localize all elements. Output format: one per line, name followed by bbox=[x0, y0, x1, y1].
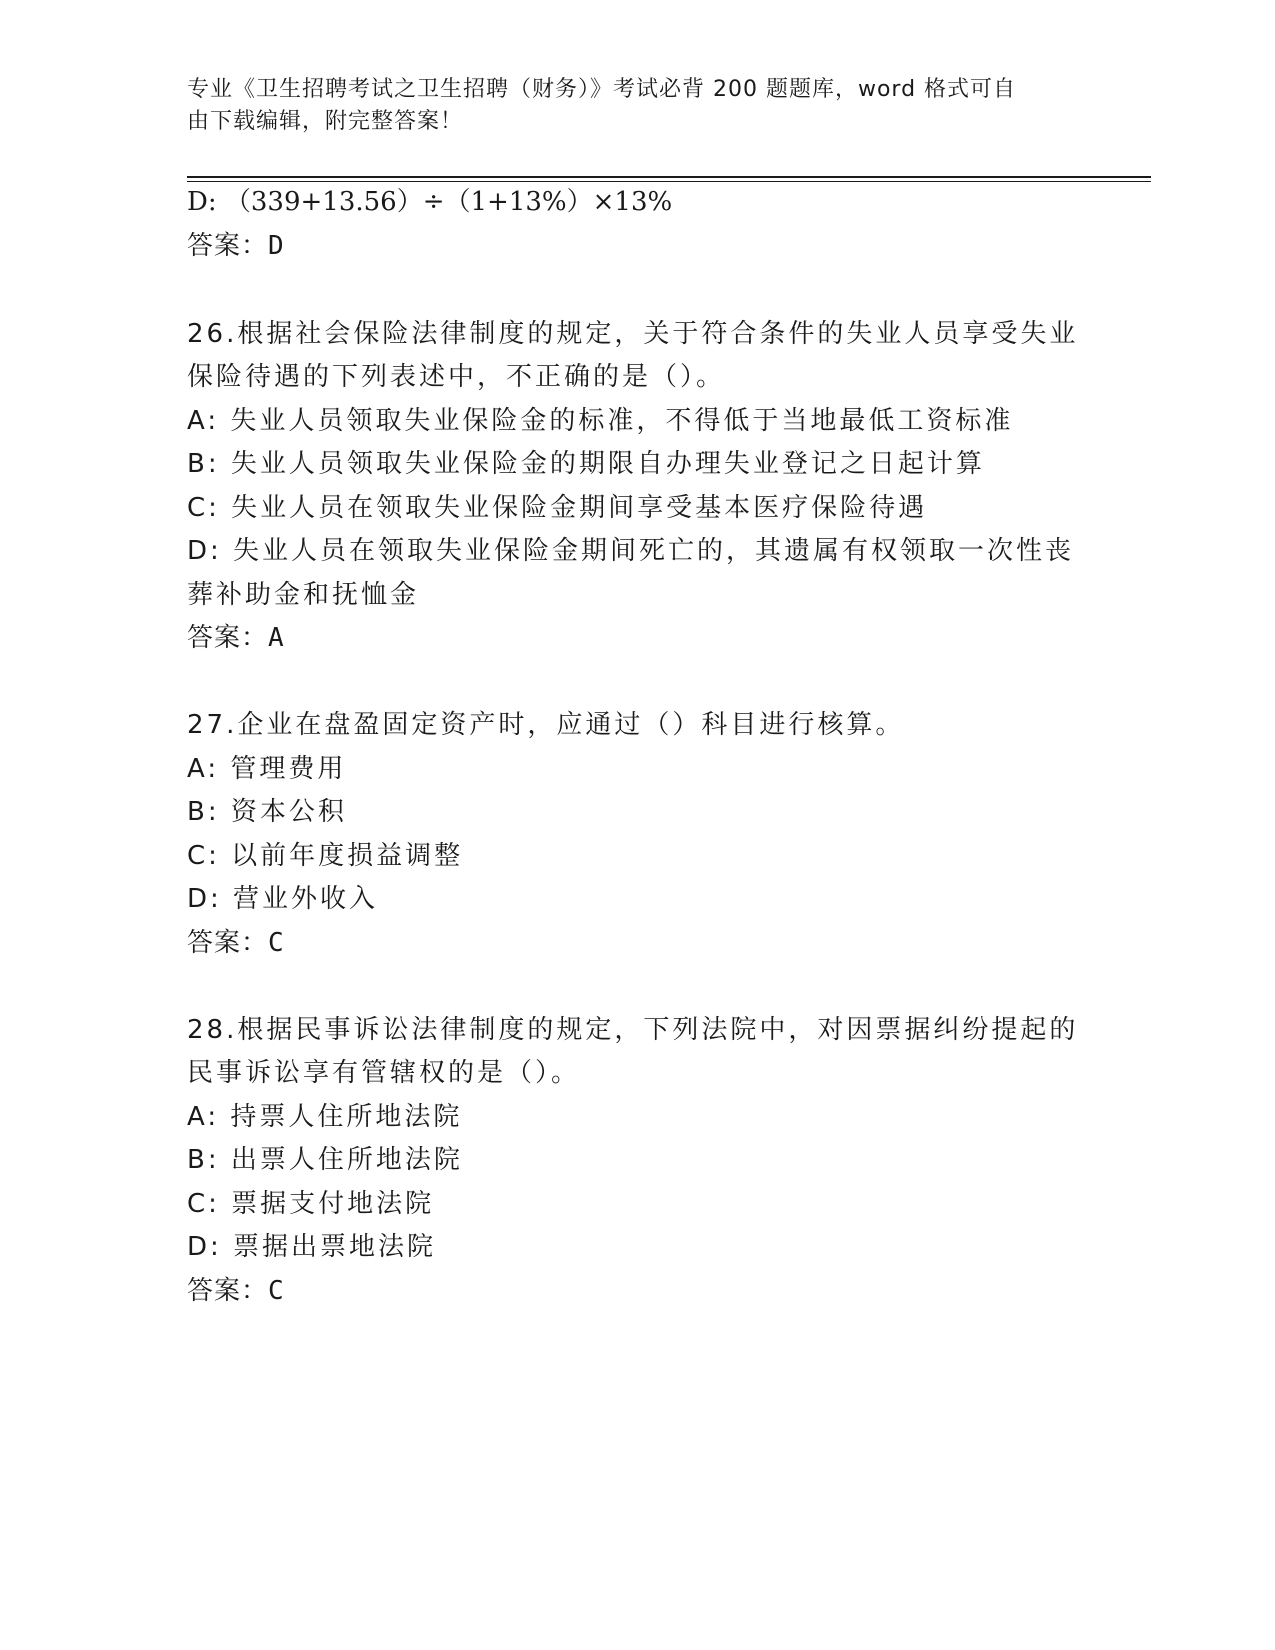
q28-answer: 答案：C bbox=[187, 1276, 285, 1306]
q27-option-a: A: 管理费用 bbox=[187, 754, 347, 784]
header-divider-thick bbox=[187, 176, 1151, 178]
q26-stem-line-1: 26.根据社会保险法律制度的规定，关于符合条件的失业人员享受失业 bbox=[187, 319, 1079, 349]
q26-option-d-line-2: 葬补助金和抚恤金 bbox=[187, 580, 420, 610]
q28-stem-line-2: 民事诉讼享有管辖权的是（）。 bbox=[187, 1058, 581, 1088]
header-line-2: 由下载编辑，附完整答案！ bbox=[187, 109, 464, 134]
q28-stem-line-1: 28.根据民事诉讼法律制度的规定，下列法院中，对因票据纠纷提起的 bbox=[187, 1015, 1079, 1045]
q26-option-c: C: 失业人员在领取失业保险金期间享受基本医疗保险待遇 bbox=[187, 493, 928, 523]
q26-answer: 答案：A bbox=[187, 623, 285, 653]
q26-stem-line-2: 保险待遇的下列表述中，不正确的是（）。 bbox=[187, 362, 726, 392]
document-header bbox=[187, 74, 1067, 138]
q27-option-b: B: 资本公积 bbox=[187, 797, 347, 827]
prev-option-d: D: （339+13.56）÷（1+13%）×13% bbox=[187, 187, 673, 217]
q28-option-c: C: 票据支付地法院 bbox=[187, 1189, 435, 1219]
q27-option-d: D: 营业外收入 bbox=[187, 884, 379, 914]
q28-option-b: B: 出票人住所地法院 bbox=[187, 1145, 463, 1175]
q27-answer: 答案：C bbox=[187, 928, 285, 958]
header-divider-thin bbox=[187, 181, 1151, 182]
q28-option-a: A: 持票人住所地法院 bbox=[187, 1102, 463, 1132]
q26-option-d-line-1: D: 失业人员在领取失业保险金期间死亡的，其遗属有权领取一次性丧 bbox=[187, 536, 1075, 566]
q27-stem: 27.企业在盘盈固定资产时，应通过（）科目进行核算。 bbox=[187, 710, 905, 740]
q26-option-a: A: 失业人员领取失业保险金的标准，不得低于当地最低工资标准 bbox=[187, 406, 1014, 436]
header-line-1: 专业《卫生招聘考试之卫生招聘（财务）》考试必背 200 题题库，word 格式可自 bbox=[187, 77, 1017, 102]
q28-option-d: D: 票据出票地法院 bbox=[187, 1232, 437, 1262]
q26-option-b: B: 失业人员领取失业保险金的期限自办理失业登记之日起计算 bbox=[187, 449, 985, 479]
prev-answer: 答案：D bbox=[187, 231, 285, 261]
q27-option-c: C: 以前年度损益调整 bbox=[187, 841, 464, 871]
